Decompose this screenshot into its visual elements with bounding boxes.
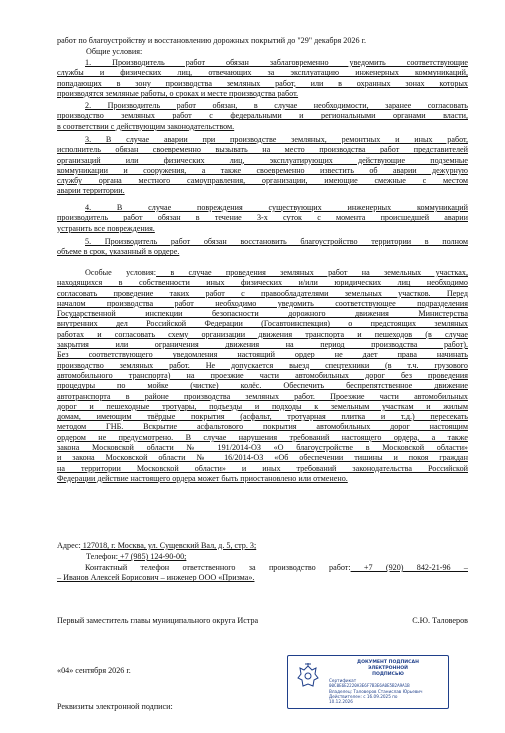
condition-2: 2. Производитель работ обязан, в случае необходимости, заранее согласовать производство земляных работ с федеральными и региональными органами власти, в соответствии с действующим законодательством. xyxy=(57,101,468,131)
signer-name: С.Ю. Таловеров xyxy=(412,616,468,625)
phone-value: +7 (985) 124-90-00; xyxy=(117,552,187,561)
special-conditions: Особые условия: в случае проведения земляных работ на земельных участках, находящихся в собственности иных физических и/или юридических лиц необходимо согласовать проведение таких работ с правообладателями земельных участков. Перед началом производства работ необходимо уведомить соответствующее подразделения Государственной инспекции безопасности дорожного движения Министерства внутренних дел Российской Федерации (Госавтоинспекция) о предстоящих земляных работах и согласовать схему организации движения транспорта и пешеходов (в случае закрытия или ограничения движения на период производства работ). Без соответствующего уведомления настоящий ордер не дает права начинать производство земляных работ. Не допускается выезд спецтехники (в т.ч. грузового автомобильного транспорта) на проезжие части автомобильных дорог без проведения процедуры по мойке (чистке) колёс. Обеспечить беспрепятственное движение автотранспорта в районе производства земляных работ. Проезжие части автомобильных дорог и пешеходные тротуары, подъезды и подходы к земельным участкам и жилым домам, имеющим твёрдые покрытия (асфальт, тротуарная плитка и т.д.) пересекать методом ГНБ. Вскрытие асфальтового покрытия автомобильных дорог настоящим ордером не предусмотрено. В случае нарушения требований настоящего ордера, а также закона Московской области № 191/2014-ОЗ «О благоустройстве в Московской области» и закона Московской области № 16/2014-ОЗ «Об обеспечении тишины и покоя граждан на территории Московской области» и иных требований законодательства Российской Федерации действие настоящего ордера может быть приостановлено или отменено. xyxy=(57,268,469,483)
e-signature-stamp xyxy=(287,655,449,709)
condition-4: 4. В случае повреждения существующих инженерных коммуникаций производитель работ обязан в течение 3-х суток с момента происшедшей аварии устранить все повреждения. xyxy=(57,203,468,233)
intro-line: работ по благоустройству и восстановлению дорожных покрытий до "29" декабря 2026 г. xyxy=(57,36,367,45)
stamp-details: Сертификат 00C0E6E2220A3E6F7B3E6A0E5B2A9A1B Владелец: Таловеров Станислав Юрьевич Действителен: с 16.09.2025 по 10.12.2026 xyxy=(329,678,423,705)
condition-3: 3. В случае аварии при производстве земляных, ремонтных и иных работ, исполнитель обязан своевременно вызывать на место производства работ представителей организаций или физических лиц, эксплуатирующих действующие подземные коммуникации и сооружения, а также своевременно известить об аварии дежурную службу органа местного самоуправления, организации, имеющие смежные с местом аварии территории. xyxy=(57,135,468,196)
address-label: Адрес: xyxy=(57,541,81,550)
address-value: 127018, г. Москва, ул. Сущевский Вал, д. 5, стр. 3; xyxy=(80,541,257,550)
contact-phone: +7 (920) 842-21-96 – xyxy=(350,563,468,572)
requisites-label: Реквизиты электронной подписи: xyxy=(57,702,173,711)
general-conditions-title: Общие условия: xyxy=(86,47,143,56)
special-title: Особые условия: xyxy=(85,268,157,277)
phone-line xyxy=(86,552,386,562)
signer-position: Первый заместитель главы муниципального округа Истра xyxy=(57,616,259,625)
contact-person: – Иванов Алексей Борисович – инженер ООО «Призма». xyxy=(57,573,255,583)
condition-1: 1. Производитель работ обязан заблаговременно уведомить соответствующие службы и физических лиц, отвечающих за эксплуатацию инженерных коммуникаций, попадающих в зону производства земляных работ, или в охранных зонах которых производятся земляные работы, о сроках и месте производства работ. xyxy=(57,58,468,98)
address-line xyxy=(57,541,468,551)
stamp-header: ДОКУМЕНТ ПОДПИСАН ЭЛЕКТРОННОЙ ПОДПИСЬЮ xyxy=(357,660,419,677)
phone-label: Телефон: xyxy=(86,552,118,561)
document-date: «04» сентября 2026 г. xyxy=(57,666,131,675)
condition-5: 5. Производитель работ обязан восстановить благоустройство территории в полном объеме в срок, указанный в ордере. xyxy=(57,237,468,257)
contact-label: Контактный телефон ответственного за производство работ: xyxy=(85,563,351,572)
contact-block xyxy=(57,563,468,584)
